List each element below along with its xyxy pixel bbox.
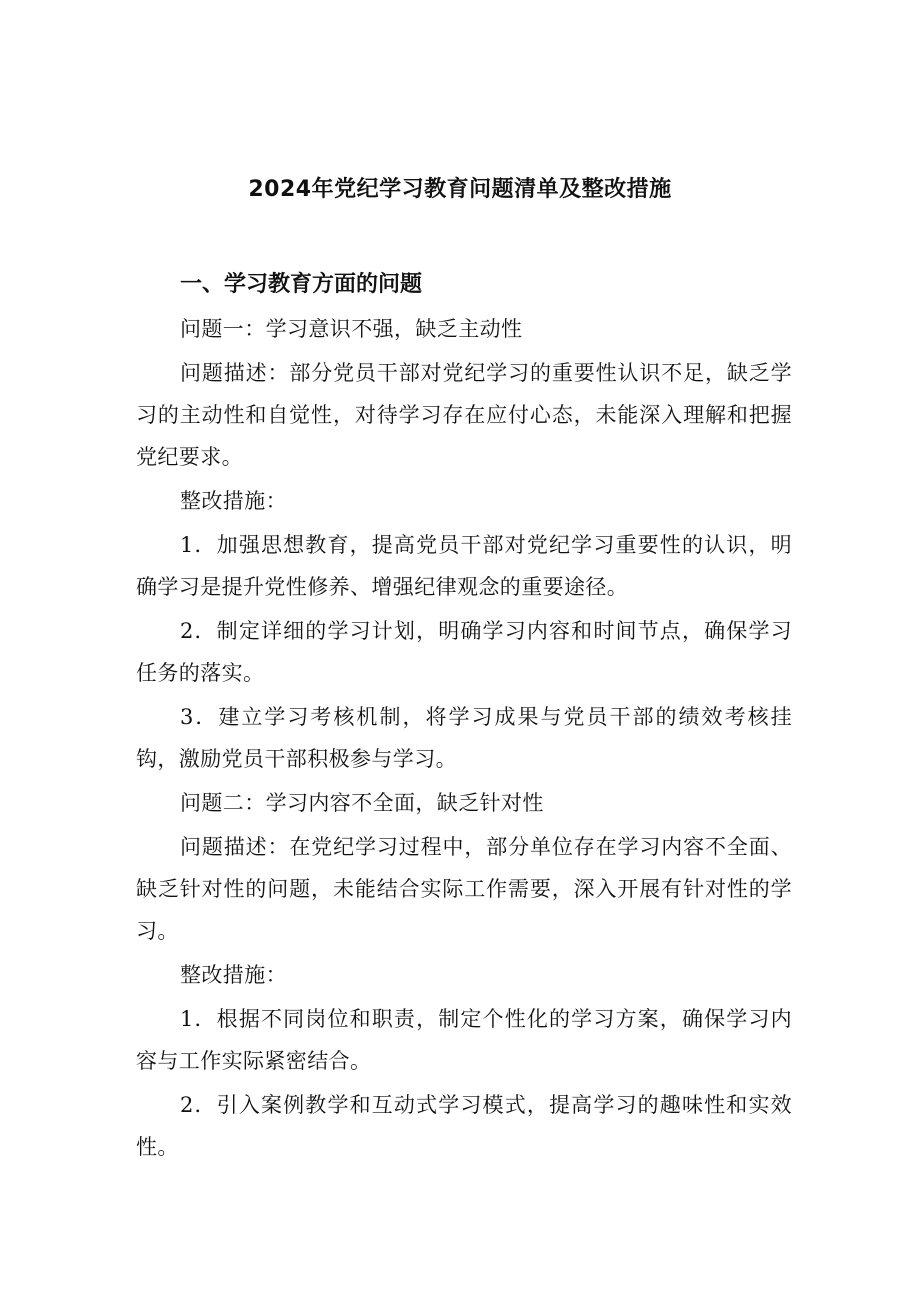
problem-1-measure-1: 1．加强思想教育，提高党员干部对党纪学习重要性的认识，明确学习是提升党性修养、增强纪律观念的重要途径。 bbox=[136, 533, 792, 599]
problem-2-description: 问题描述：在党纪学习过程中，部分单位存在学习内容不全面、缺乏针对性的问题，未能结合实际工作需要，深入开展有针对性的学习。 bbox=[136, 835, 792, 943]
problem-2-measures-label: 整改措施： bbox=[180, 963, 287, 987]
problem-1-measure-3: 3．建立学习考核机制，将学习成果与党员干部的绩效考核挂钩，激励党员干部积极参与学习。 bbox=[136, 705, 792, 771]
problem-1-title: 问题一：学习意识不强，缺乏主动性 bbox=[180, 317, 523, 341]
problem-1-measures-label: 整改措施： bbox=[180, 489, 287, 513]
problem-1-description: 问题描述：部分党员干部对党纪学习的重要性认识不足，缺乏学习的主动性和自觉性，对待学习存在应付心态，未能深入理解和把握党纪要求。 bbox=[136, 361, 792, 469]
problem-1-measure-2: 2．制定详细的学习计划，明确学习内容和时间节点，确保学习任务的落实。 bbox=[136, 619, 792, 685]
problem-2-measure-2: 2．引入案例教学和互动式学习模式，提高学习的趣味性和实效性。 bbox=[136, 1093, 792, 1159]
document-title: 2024年党纪学习教育问题清单及整改措施 bbox=[248, 177, 672, 202]
problem-2-measure-1: 1．根据不同岗位和职责，制定个性化的学习方案，确保学习内容与工作实际紧密结合。 bbox=[136, 1007, 792, 1073]
document-body bbox=[136, 262, 792, 1168]
section-heading: 一、学习教育方面的问题 bbox=[180, 272, 423, 297]
problem-2-title: 问题二：学习内容不全面，缺乏针对性 bbox=[180, 791, 544, 815]
